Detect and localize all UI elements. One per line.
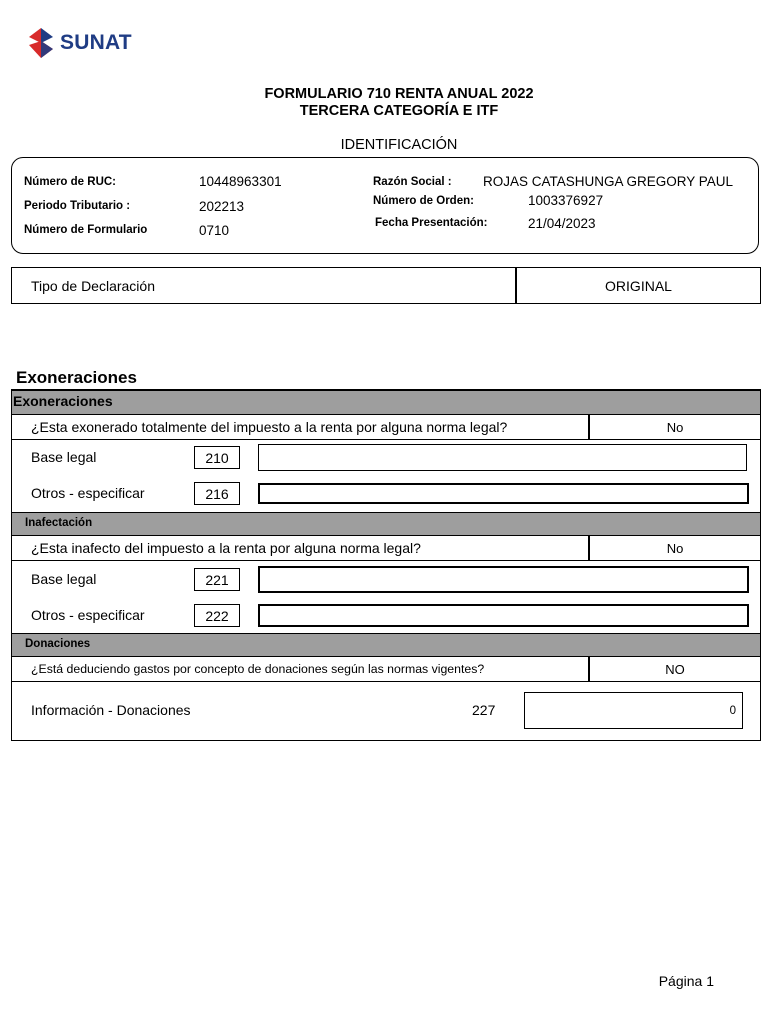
section-title-identificacion: IDENTIFICACIÓN (340, 137, 458, 153)
logo-text: SUNAT (60, 31, 132, 54)
sunat-logo-icon (26, 27, 56, 59)
inafectacion-answer: No (666, 540, 684, 556)
tipo-declaracion-label: Tipo de Declaración (12, 268, 517, 303)
page-number: Página 1 (658, 973, 714, 989)
form-subtitle: TERCERA CATEGORÍA E ITF (299, 103, 499, 119)
razon-social-value: ROJAS CATASHUNGA GREGORY PAUL (483, 174, 734, 189)
fecha-label: Fecha Presentación: (375, 217, 488, 229)
inaf-otros-field[interactable] (258, 604, 749, 627)
exo-base-legal-label: Base legal (31, 449, 97, 465)
inafectacion-question-row (12, 536, 760, 561)
inafectacion-question: ¿Esta inafecto del impuesto a la renta por alguna norma legal? (12, 536, 590, 560)
info-donaciones-label: Información - Donaciones (31, 702, 191, 718)
inaf-otros-label: Otros - especificar (31, 607, 145, 623)
exoneracion-answer: No (666, 419, 684, 435)
periodo-label: Periodo Tributario : (24, 200, 131, 212)
orden-value: 1003376927 (528, 193, 604, 208)
form-title: FORMULARIO 710 RENTA ANUAL 2022 (264, 86, 534, 102)
exo-base-legal-field[interactable] (258, 444, 747, 471)
donaciones-question: ¿Está deduciendo gastos por concepto de donaciones según las normas vigentes? (12, 657, 590, 681)
info-donaciones-code: 227 (472, 702, 496, 718)
formulario-value: 0710 (199, 223, 230, 238)
tipo-declaracion-row (11, 267, 761, 304)
inafectacion-bar: Inafectación (12, 512, 760, 536)
exo-otros-label: Otros - especificar (31, 485, 145, 501)
exoneracion-question: ¿Esta exonerado totalmente del impuesto a la renta por alguna norma legal? (12, 415, 590, 439)
formulario-label: Número de Formulario (24, 224, 148, 236)
orden-label: Número de Orden: (373, 195, 474, 207)
ruc-label: Número de RUC: (24, 176, 117, 188)
exo-otros-code: 216 (194, 482, 240, 505)
exoneraciones-bar: Exoneraciones (12, 390, 760, 415)
inaf-base-legal-label: Base legal (31, 571, 97, 587)
exoneraciones-heading: Exoneraciones (16, 368, 137, 387)
tipo-declaracion-value: ORIGINAL (605, 277, 672, 294)
exo-base-legal-code: 210 (194, 446, 240, 469)
donaciones-bar: Donaciones (12, 633, 760, 657)
exoneraciones-table (11, 389, 761, 741)
razon-social-label: Razón Social : (373, 176, 452, 188)
donaciones-answer: NO (665, 661, 685, 677)
info-donaciones-field[interactable]: 0 (524, 692, 743, 729)
fecha-value: 21/04/2023 (528, 216, 596, 231)
inaf-otros-code: 222 (194, 604, 240, 627)
ruc-value: 10448963301 (199, 174, 282, 189)
sunat-logo (26, 26, 156, 60)
inaf-base-legal-code: 221 (194, 568, 240, 591)
exo-otros-field[interactable] (258, 483, 749, 504)
exoneracion-question-row (12, 415, 760, 440)
periodo-value: 202213 (199, 199, 245, 214)
donaciones-question-row (12, 657, 760, 682)
inaf-base-legal-field[interactable] (258, 566, 749, 593)
